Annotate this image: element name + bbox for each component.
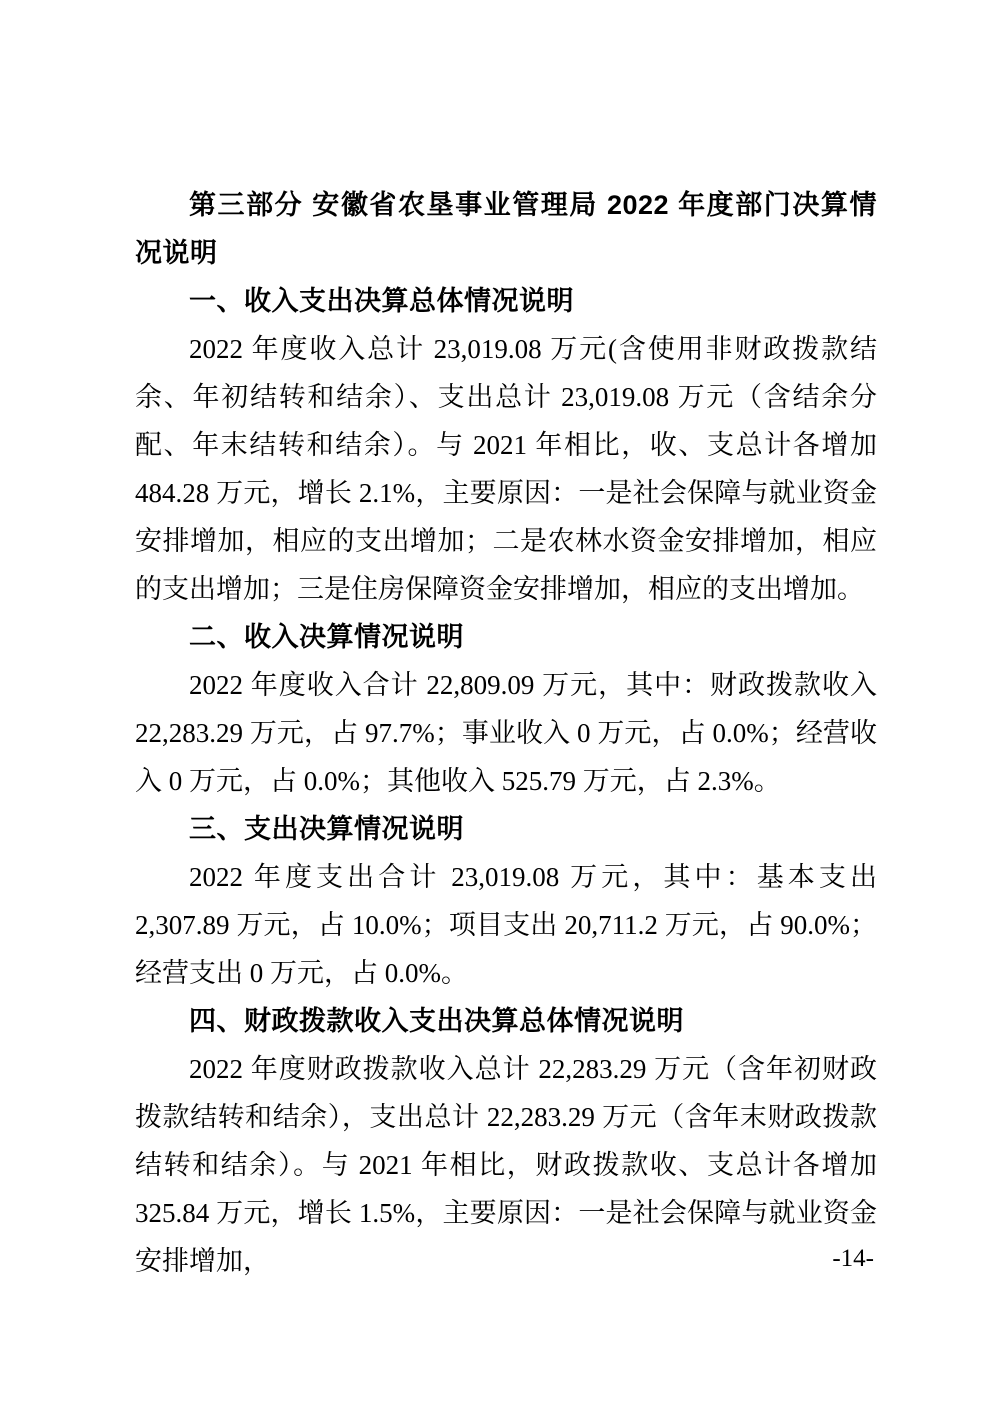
section-1-heading: 一、收入支出决算总体情况说明 (189, 286, 574, 316)
page-number: -14- (832, 1245, 874, 1272)
section-4-paragraph: 2022 年度财政拨款收入总计 22,283.29 万元（含年初财政拨款结转和结余），支出总计 22,283.29 万元（含年末财政拨款结转和结余）。与 2021 年相比，财政拨款收、支总计各增加 325.84 万元，增长 1.5%，主要原因：一是社会保障与就业资金安排增加， (135, 1054, 877, 1276)
document-content (135, 181, 877, 1285)
document-title: 第三部分 安徽省农垦事业管理局 2022 年度部门决算情况说明 (135, 190, 877, 268)
section-2-heading: 二、收入决算情况说明 (189, 622, 464, 652)
section-1-paragraph: 2022 年度收入总计 23,019.08 万元(含使用非财政拨款结余、年初结转和结余）、支出总计 23,019.08 万元（含结余分配、年末结转和结余）。与 2021 年相比，收、支总计各增加 484.28 万元，增长 2.1%，主要原因：一是社会保障与就业资金安排增加，相应的支出增加；二是农林水资金安排增加，相应的支出增加；三是住房保障资金安排增加，相应的支出增加。 (135, 334, 877, 604)
section-3-heading: 三、支出决算情况说明 (189, 814, 464, 844)
section-4-heading: 四、财政拨款收入支出决算总体情况说明 (189, 1006, 684, 1036)
section-3-paragraph: 2022 年度支出合计 23,019.08 万元，其中：基本支出 2,307.89 万元，占 10.0%；项目支出 20,711.2 万元，占 90.0%；经营支出 0 万元，占 0.0%。 (135, 862, 877, 988)
section-2-paragraph: 2022 年度收入合计 22,809.09 万元，其中：财政拨款收入 22,283.29 万元，占 97.7%；事业收入 0 万元，占 0.0%；经营收入 0 万元，占 0.0%；其他收入 525.79 万元，占 2.3%。 (135, 670, 877, 796)
